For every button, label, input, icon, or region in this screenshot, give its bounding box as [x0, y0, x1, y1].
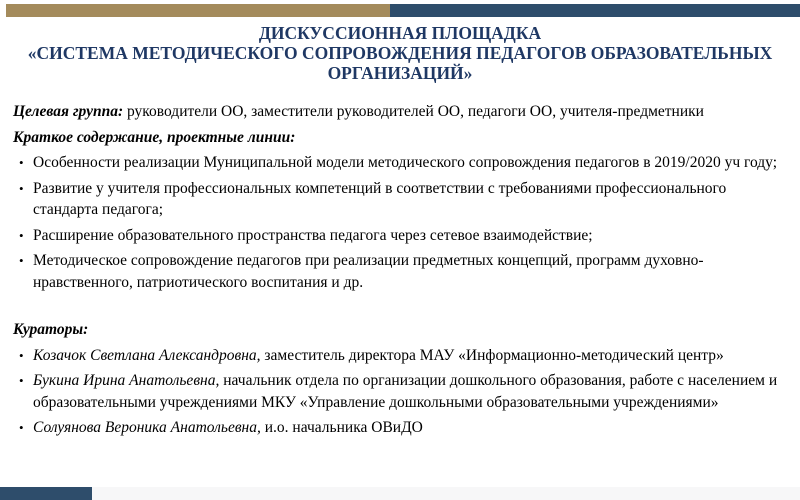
title-line-1: ДИСКУССИОННАЯ ПЛОЩАДКА: [258, 23, 542, 43]
header-bar: [6, 4, 800, 17]
title-line-2: «СИСТЕМА МЕТОДИЧЕСКОГО СОПРОВОЖДЕНИЯ ПЕДАГОГОВ ОБРАЗОВАТЕЛЬНЫХ: [27, 43, 773, 63]
title-line-3: ОРГАНИЗАЦИЙ»: [327, 63, 473, 83]
curator-role: заместитель директора МАУ «Информационно-методический центр»: [264, 346, 724, 364]
curator-name: Солуянова Вероника Анатольевна,: [33, 419, 261, 436]
list-item-text: Методическое сопровождение педагогов при реализации предметных концепций, программ духовно-нравственного, патриотического воспитания и др.: [33, 252, 704, 291]
list-item: [13, 152, 793, 174]
bullet-icon: •: [19, 155, 24, 170]
list-item-text: Расширение образовательного пространства педагога через сетевое взаимодействие;: [33, 226, 593, 244]
footer-strip: [0, 487, 800, 500]
header-navy-segment: [390, 4, 800, 17]
target-group-text: руководители ОО, заместители руководителей ОО, педагоги ОО, учителя-предметники: [127, 103, 704, 120]
bullet-icon: •: [19, 347, 24, 363]
bullet-icon: •: [19, 180, 24, 196]
curator-item: [13, 417, 793, 439]
header-gold-segment: [6, 4, 390, 17]
bullet-icon: •: [19, 373, 24, 388]
curator-name: Козачок Светлана Александровна,: [33, 346, 261, 364]
list-item: [13, 178, 793, 221]
curator-name: Букина Ирина Анатольевна,: [33, 372, 220, 389]
list-item: [13, 225, 793, 247]
bullet-icon: •: [19, 253, 24, 268]
bullet-icon: •: [19, 227, 24, 243]
curator-item: [13, 370, 793, 413]
list-item: [13, 250, 793, 293]
list-item-text: Развитие у учителя профессиональных компетенций в соответствии с требованиями профессионального стандарта педагога;: [33, 179, 727, 218]
target-group-line: [13, 101, 793, 123]
curators-heading: Кураторы:: [13, 321, 89, 338]
curator-role: начальник отдела по организации дошкольного образования, работе с населением и образовательными учреждениями МКУ «Управление дошкольными образовательными учреждениями»: [33, 372, 778, 411]
bullet-icon: •: [19, 420, 24, 435]
curator-item: [13, 345, 793, 367]
slide-body: [13, 101, 793, 443]
page-title: [12, 23, 788, 83]
footer-navy-accent: [0, 487, 92, 500]
target-group-label: Целевая группа:: [13, 103, 124, 120]
content-heading: Краткое содержание, проектные линии:: [13, 128, 296, 146]
curator-role: и.о. начальника ОВиДО: [264, 419, 423, 436]
list-item-text: Особенности реализации Муниципальной модели методического сопровождения педагогов в 2019/2020 уч году;: [33, 154, 778, 171]
